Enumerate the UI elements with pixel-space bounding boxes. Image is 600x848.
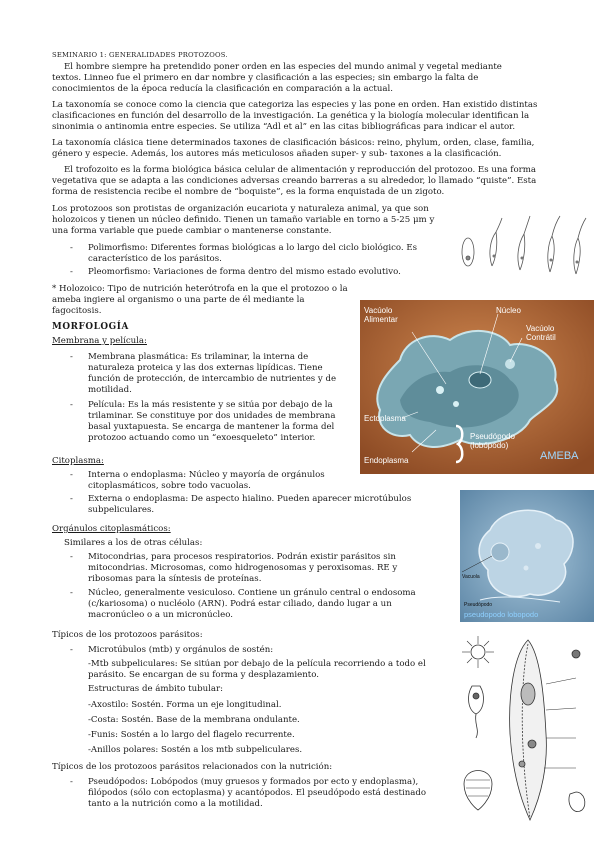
label-endoplasma: Endoplasma	[364, 456, 409, 465]
text-line: El hombre siempre ha pretendido poner orden en las especies del mundo animal y vegetal mediante	[64, 62, 502, 72]
text-line: función de protección, de intercambio de nutrientes y de	[88, 374, 337, 384]
label-ectoplasma: Ectoplasma	[364, 414, 406, 423]
text-line: Núcleo, generalmente vesiculoso. Contiene un gránulo central o endosoma	[88, 588, 416, 598]
text-line: El trofozoito es la forma biológica básica celular de alimentación y reproducción del protozoo. Es una forma	[64, 165, 537, 175]
parasite-structures-figure	[458, 634, 594, 824]
similares-text: Similares a los de otras células:	[64, 538, 203, 548]
membrana-heading: Membrana y película:	[52, 336, 147, 346]
text-line: Externa o endoplasma: De aspecto hialino. Pueden aparecer microtúbulos	[88, 494, 412, 504]
organulos-heading: Orgánulos citoplasmáticos:	[52, 524, 171, 534]
text-line: género y especie. Además, los autores más meticulosos añaden super- y sub- taxones a la clasificación.	[52, 149, 502, 159]
label-nucleo: Núcleo	[496, 306, 521, 315]
label-ameba: AMEBA	[540, 450, 579, 462]
flagellate-forms-figure	[452, 214, 592, 284]
label-vacuolo-alimentar: Vacúolo Alimentar	[364, 306, 398, 324]
list-item: -Axostilo: Sostén. Forma un eje longitudinal.	[88, 700, 282, 710]
text-line: trilaminar. Se constituye por dos unidades de membrana	[88, 411, 336, 421]
text-line: filópodos (sólo con ectoplasma) y acantópodos. El pseudópodo está destinado	[88, 788, 427, 798]
text-line: protozoo actuando como un “exoesqueleto” interior.	[88, 433, 316, 443]
text-line: La taxonomía se conoce como la ciencia que categoriza las especies y las pone en orden. Han existido distintas	[52, 100, 538, 110]
text-line: (c/kariosoma) o nucléolo (ARN). Podrá estar ciliado, dando lugar a un	[88, 599, 392, 609]
photo-caption: pseudopodo lobopodo	[464, 610, 539, 619]
label-vacuola: Vacuola	[462, 574, 480, 580]
list-item: -Costa: Sostén. Base de la membrana ondulante.	[88, 715, 300, 725]
text-line: Membrana plasmática: Es trilaminar, la interna de	[88, 352, 309, 362]
text-line: Pleomorfismo: Variaciones de forma dentro del mismo estado evolutivo.	[88, 267, 401, 277]
text-line: * Holozoico: Tipo de nutrición heterótrofa en la que el protozoo o la	[52, 284, 348, 294]
text-line: vegetativa que se adapta a las condiciones adversas creando barreras a su alrededor, lo llamado “quiste”. Esta	[52, 176, 537, 186]
ameba-figure	[360, 300, 594, 474]
text-line: Pseudópodos: Lobópodos (muy gruesos y formados por ecto y endoplasma),	[88, 777, 419, 787]
text-line: sinonimia o antinomia entre especies. Se utiliza “Adl et al” en las citas bibliográficas para indicar el autor.	[52, 122, 516, 132]
text-line: Mitocondrias, para procesos respiratorios. Podrán existir parásitos sin	[88, 552, 396, 562]
text-line: forma de resistencia recibe el nombre de “boquiste”, es la forma enquistada de un zigoto.	[52, 187, 445, 197]
morfologia-heading: MORFOLOGÍA	[52, 322, 129, 332]
text-line: tanto a la nutrición como a la motilidad.	[88, 799, 263, 809]
text-line: fagocitosis.	[52, 306, 102, 316]
text-line: mitocondrias. Microsomas, como hidrogenosomas y peroxisomas. RE y	[88, 563, 398, 573]
tipicos-nutricion-heading: Típicos de los protozoos parásitos relacionados con la nutrición:	[52, 762, 333, 772]
pseudopodo-photo	[460, 490, 594, 622]
text-line: ribosomas para la síntesis de proteínas.	[88, 574, 262, 584]
text-line: Polimorfismo: Diferentes formas biológicas a lo largo del ciclo biológico. Es	[88, 243, 418, 253]
page-header: SEMINARIO 1: GENERALIDADES PROTOZOOS.	[52, 51, 228, 59]
label-pseudopodo: Pseudópodo (lobópodo)	[470, 432, 515, 450]
text-line: Los protozoos son protistas de organización eucariota y naturaleza animal, ya que son	[52, 204, 429, 214]
list-item: -Anillos polares: Sostén a los mtb subpeliculares.	[88, 745, 303, 755]
text-line: holozoicos y tienen un núcleo definido. Tienen un tamaño variable en torno a 5-25 μm y	[52, 215, 435, 225]
text-line: citoplasmáticos, sobre todo vacuolas.	[88, 481, 251, 491]
text-line: ameba ingiere al organismo o una parte de él mediante la	[52, 295, 305, 305]
text-line: textos. Linneo fue el primero en dar nombre y clasificación a las especies; sin embargo la falta de	[52, 73, 479, 83]
text-line: basal yuxtapuesta. Se encarga de mantener la forma del	[88, 422, 335, 432]
text-line: naturaleza proteica y las dos externas lipídicas. Tiene	[88, 363, 323, 373]
list-item: -Funis: Sostén a lo largo del flagelo recurrente.	[88, 730, 295, 740]
estructuras-heading: Estructuras de ámbito tubular:	[88, 684, 224, 694]
text-line: Interna o endoplasma: Núcleo y mayoría de orgánulos	[88, 470, 325, 480]
text-line: parásito. Se encargan de su forma y desplazamiento.	[88, 670, 320, 680]
text-line: característico de los parásitos.	[88, 254, 222, 264]
text-line: La taxonomía clásica tiene determinados taxones de clasificación básicos: reino, phylum, orden, clase, familia,	[52, 138, 535, 148]
text-line: motilidad.	[88, 385, 132, 395]
text-line: macronúcleo o a un micronúcleo.	[88, 610, 234, 620]
text-line: -Mtb subpeliculares: Se sitúan por debajo de la película recorriendo a todo el	[88, 659, 426, 669]
text-line: subpeliculares.	[88, 505, 155, 515]
text-line: Microtúbulos (mtb) y orgánulos de sostén:	[88, 645, 274, 655]
text-line: una forma variable que puede cambiar o mantenerse constante.	[52, 226, 332, 236]
text-line: Película: Es la más resistente y se sitúa por debajo de la	[88, 400, 333, 410]
label-pseudopodo-small: Pseudópodo	[464, 602, 493, 608]
text-line: clasificaciones en función del desarrollo de la investigación. La genética y la biología molecular identifican la	[52, 111, 530, 121]
label-vacuolo-contratil: Vacúolo Contrátil	[526, 324, 556, 342]
text-line: conocimientos de la época reducía la clasificación en comparación a la actual.	[52, 84, 393, 94]
tipicos-parasitos-heading: Típicos de los protozoos parásitos:	[52, 630, 203, 640]
citoplasma-heading: Citoplasma:	[52, 456, 104, 466]
